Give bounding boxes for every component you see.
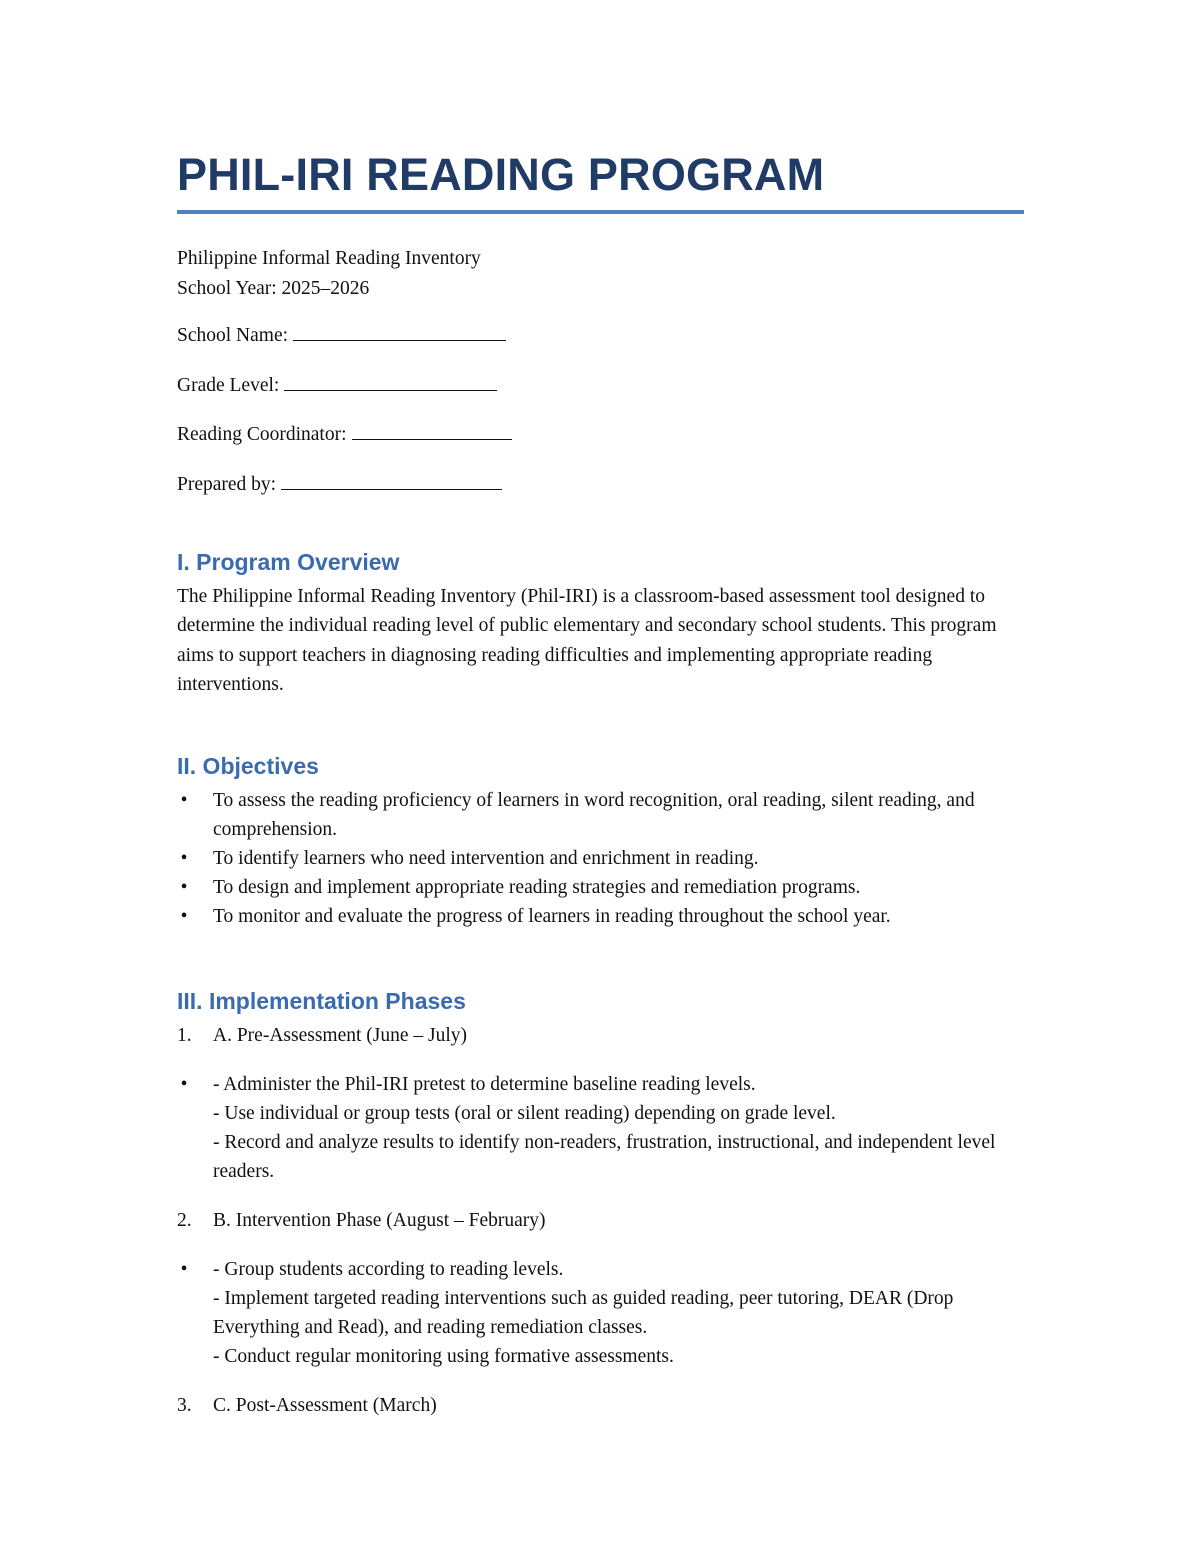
objective-text: To monitor and evaluate the progress of learners in reading throughout the school year. (213, 906, 891, 928)
objective-text: To design and implement appropriate reading strategies and remediation programs. (213, 877, 861, 899)
grade-level-field (177, 371, 1024, 401)
phase-item (177, 1391, 1024, 1420)
phase-details (177, 1070, 1024, 1186)
document-meta (177, 244, 1024, 303)
school-name-field (177, 321, 1024, 351)
phase-details (177, 1255, 1024, 1371)
reading-coordinator-blank (352, 420, 512, 440)
field-label: School Name: (177, 325, 289, 346)
section-heading-phases: III. Implementation Phases (177, 988, 466, 1015)
page-content (177, 146, 1024, 1420)
phase-detail-line: - Conduct regular monitoring using formative assessments. (213, 1346, 674, 1368)
phase-number: 2. (177, 1210, 192, 1232)
phase-number: 3. (177, 1395, 192, 1417)
field-label: Reading Coordinator: (177, 424, 347, 445)
objectives-list (177, 786, 1024, 931)
grade-level-blank (284, 371, 497, 391)
phase-title: C. Post-Assessment (March) (213, 1395, 437, 1417)
list-item (177, 873, 1024, 902)
bullet-icon: • (180, 877, 188, 899)
section-heading-objectives: II. Objectives (177, 753, 319, 780)
section-heading-overview: I. Program Overview (177, 549, 400, 575)
school-name-blank (293, 321, 506, 341)
document-title: PHIL-IRI READING PROGRAM (177, 149, 825, 200)
phase-detail-line: - Implement targeted reading interventions such as guided reading, peer tutoring, DEAR (Drop Everything and Read), and reading remediation classes. (213, 1288, 954, 1339)
document-subtitle: Philippine Informal Reading Inventory (177, 248, 481, 269)
list-item (177, 844, 1024, 873)
phase-number: 1. (177, 1025, 192, 1047)
prepared-by-blank (281, 470, 502, 490)
bullet-icon: • (180, 1259, 188, 1281)
bullet-icon: • (180, 790, 188, 812)
field-label: Prepared by: (177, 473, 277, 495)
phase-detail-line: - Use individual or group tests (oral or silent reading) depending on grade level. (213, 1103, 836, 1125)
phase-item (177, 1021, 1024, 1050)
school-year: School Year: 2025–2026 (177, 277, 370, 299)
phase-title: A. Pre-Assessment (June – July) (213, 1025, 468, 1047)
prepared-by-field (177, 470, 1024, 500)
phase-item (177, 1206, 1024, 1235)
objective-text: To identify learners who need intervention and enrichment in reading. (213, 848, 759, 870)
bullet-icon: • (180, 848, 188, 870)
bullet-icon: • (180, 906, 188, 928)
phase-detail-line: - Record and analyze results to identify non-readers, frustration, instructional, and independent level readers. (213, 1132, 996, 1183)
phase-detail-line: - Group students according to reading levels. (213, 1259, 564, 1281)
list-item (177, 786, 1024, 844)
field-label: Grade Level: (177, 374, 280, 396)
phase-detail-line: - Administer the Phil-IRI pretest to determine baseline reading levels. (213, 1074, 756, 1096)
phase-title: B. Intervention Phase (August – February) (213, 1210, 546, 1232)
bullet-icon: • (180, 1074, 188, 1096)
list-item (177, 902, 1024, 931)
reading-coordinator-field (177, 420, 1024, 450)
objective-text: To assess the reading proficiency of learners in word recognition, oral reading, silent reading, and comprehension. (213, 790, 975, 841)
overview-paragraph: The Philippine Informal Reading Inventory (Phil-IRI) is a classroom-based assessment tool designed to determine the individual reading level of public elementary and secondary school students. This program aims to support teachers in diagnosing reading difficulties and implementing appropriate reading interventions. (177, 586, 997, 695)
title-divider (177, 210, 1024, 214)
